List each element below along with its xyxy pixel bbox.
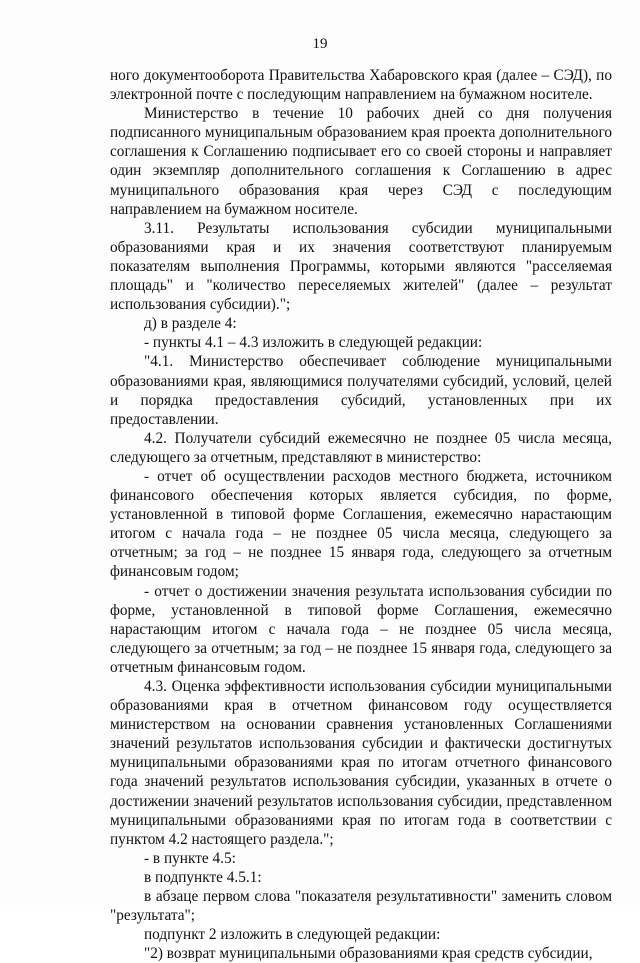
paragraph-replace-words: в абзаце первом слова "показателя результативности" заменить словом "результата"; <box>110 888 612 925</box>
paragraph-expense-report: - отчет об осуществлении расходов местного бюджета, источником финансового обеспечения которых является субсидия, по форме, установленной в типовой форме Соглашения, ежемесячно нарастающим итогом с начала года – не позднее 05 числа месяца, следующего за отчетным; за год – не позднее 15 января года, следующего за отчетным финансовым годом; <box>110 467 612 581</box>
paragraph-4-2: 4.2. Получатели субсидий ежемесячно не позднее 05 числа месяца, следующего за отчетным, представляют в министерство: <box>110 429 612 466</box>
paragraph-points-4-1-4-3: - пункты 4.1 – 4.3 изложить в следующей редакции: <box>144 334 483 352</box>
paragraph-subpoint-4-5-1: в подпункте 4.5.1: <box>144 868 262 886</box>
paragraph-3-11: 3.11. Результаты использования субсидии муниципальными образованиями края и их значения соответствуют планируемым показателям выполнения Программы, которыми являются "расселяемая площадь" и "количество переселяемых жителей" (далее – результат использования субсидии)."; <box>110 219 612 314</box>
paragraph-4-1: "4.1. Министерство обеспечивает соблюдение муниципальными образованиями края, являющимися получателями субсидий, условий, целей и порядка предоставления субсидий, установленных при их предоставлении. <box>110 353 612 428</box>
paragraph-subpoint-2: подпункт 2 изложить в следующей редакции: <box>144 926 441 944</box>
paragraph-point-4-5: - в пункте 4.5: <box>144 849 236 867</box>
document-body <box>110 66 612 963</box>
paragraph-result-report: - отчет о достижении значения результата использования субсидии по форме, установленной в типовой форме Соглашения, ежемесячно нарастающим итогом с начала года – не позднее 05 числа месяца, следующего за отчетным; за год – не позднее 15 января года, следующего за отчетным финансовым годом. <box>110 582 612 676</box>
paragraph-section-4: д) в разделе 4: <box>144 315 237 333</box>
paragraph-ministry-signing: Министерство в течение 10 рабочих дней со дня получения подписанного муниципальным образованием края проекта дополнительного соглашения к Соглашению подписывает его со своей стороны и направляет один экземпляр дополнительного соглашения к Соглашению в адрес муниципального образования края через СЭД с последующим направлением на бумажном носителе. <box>110 105 612 218</box>
page-number: 19 <box>312 36 328 52</box>
paragraph-continuation: ного документооборота Правительства Хабаровского края (далее – СЭД), по электронной почте с последующим направлением на бумажном носителе. <box>110 67 612 104</box>
paragraph-4-3: 4.3. Оценка эффективности использования субсидии муниципальными образованиями края в отчетном финансовом году осуществляется министерством на основании сравнения установленных Соглашениями значений результатов использования субсидии и фактически достигнутых муниципальными образованиями края по итогам отчетного финансового года значений результатов использования субсидии, указанных в отчете о достижении значений результатов использования субсидии, представленном муниципальными образованиями края по итогам года в соответствии с пунктом 4.2 настоящего раздела."; <box>110 678 612 848</box>
paragraph-refund: "2) возврат муниципальными образованиями края средств субсидии, <box>144 945 593 963</box>
